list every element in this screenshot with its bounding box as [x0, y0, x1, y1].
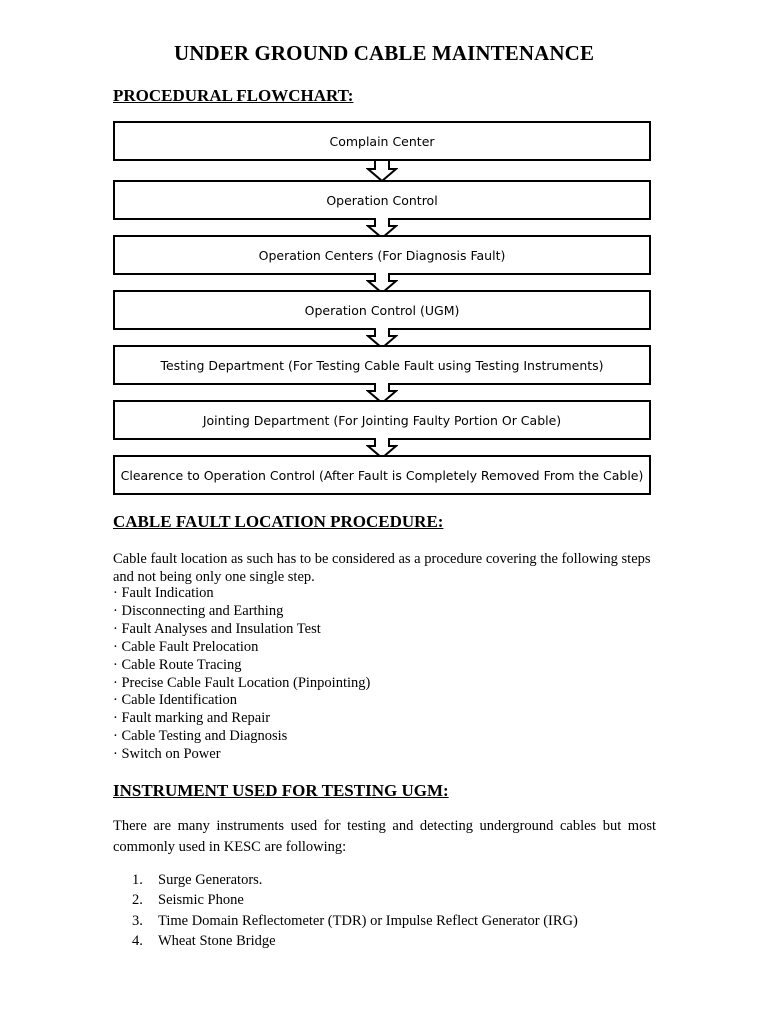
instrument-heading: INSTRUMENT USED FOR TESTING UGM: [113, 781, 449, 800]
bullet-marker: · [113, 710, 118, 727]
flow-step-jointing-department: Jointing Department (For Jointing Faulty Portion Or Cable) [113, 400, 651, 440]
bullet-marker: · [113, 602, 118, 619]
flowchart-heading: PROCEDURAL FLOWCHART: [113, 86, 354, 105]
list-item: 3. Time Domain Reflectometer (TDR) or Impulse Reflect Generator (IRG) [132, 912, 578, 929]
flow-step-clearence: Clearence to Operation Control (After Fault is Completely Removed From the Cable) [113, 455, 651, 495]
list-item: · Cable Identification [113, 692, 238, 709]
flow-step-operation-control-ugm: Operation Control (UGM) [113, 290, 651, 330]
list-item: · Fault Analyses and Insulation Test [113, 620, 321, 637]
list-item: · Fault Indication [113, 585, 214, 601]
flow-step-operation-control: Operation Control [113, 180, 651, 220]
bullet-marker: · [113, 585, 118, 601]
procedural-flowchart [113, 121, 651, 496]
bullet-marker: · [113, 638, 118, 655]
bullet-marker: · [113, 692, 118, 709]
list-item: · Cable Fault Prelocation [113, 638, 259, 655]
fault-location-steps [113, 585, 370, 764]
bullet-marker: · [113, 674, 118, 691]
list-item: 4. Wheat Stone Bridge [132, 932, 276, 949]
bullet-marker: · [113, 746, 118, 763]
list-item: · Disconnecting and Earthing [113, 602, 284, 619]
list-item: · Cable Route Tracing [113, 656, 242, 673]
list-item: · Fault marking and Repair [113, 710, 271, 727]
bullet-marker: · [113, 656, 118, 673]
instrument-intro: There are many instruments used for testing and detecting underground cables but most commonly used in KESC are following: [113, 818, 656, 855]
bullet-marker: · [113, 728, 118, 745]
list-item: · Cable Testing and Diagnosis [113, 728, 288, 745]
flow-step-testing-department: Testing Department (For Testing Cable Fault using Testing Instruments) [113, 345, 651, 385]
instrument-list [132, 870, 578, 951]
fault-location-intro: Cable fault location as such has to be considered as a procedure covering the following steps and not being only one single step. [113, 551, 651, 585]
list-item: · Switch on Power [113, 746, 221, 763]
flow-step-complain-center: Complain Center [113, 121, 651, 161]
flow-arrow-icon [366, 161, 398, 181]
fault-location-heading: CABLE FAULT LOCATION PROCEDURE: [113, 512, 444, 531]
flow-step-operation-centers: Operation Centers (For Diagnosis Fault) [113, 235, 651, 275]
list-item: · Precise Cable Fault Location (Pinpointing) [113, 674, 371, 691]
bullet-marker: · [113, 620, 118, 637]
list-item: 1. Surge Generators. [132, 872, 263, 888]
document-title: UNDER GROUND CABLE MAINTENANCE [173, 41, 595, 65]
list-item: 2. Seismic Phone [132, 892, 244, 909]
